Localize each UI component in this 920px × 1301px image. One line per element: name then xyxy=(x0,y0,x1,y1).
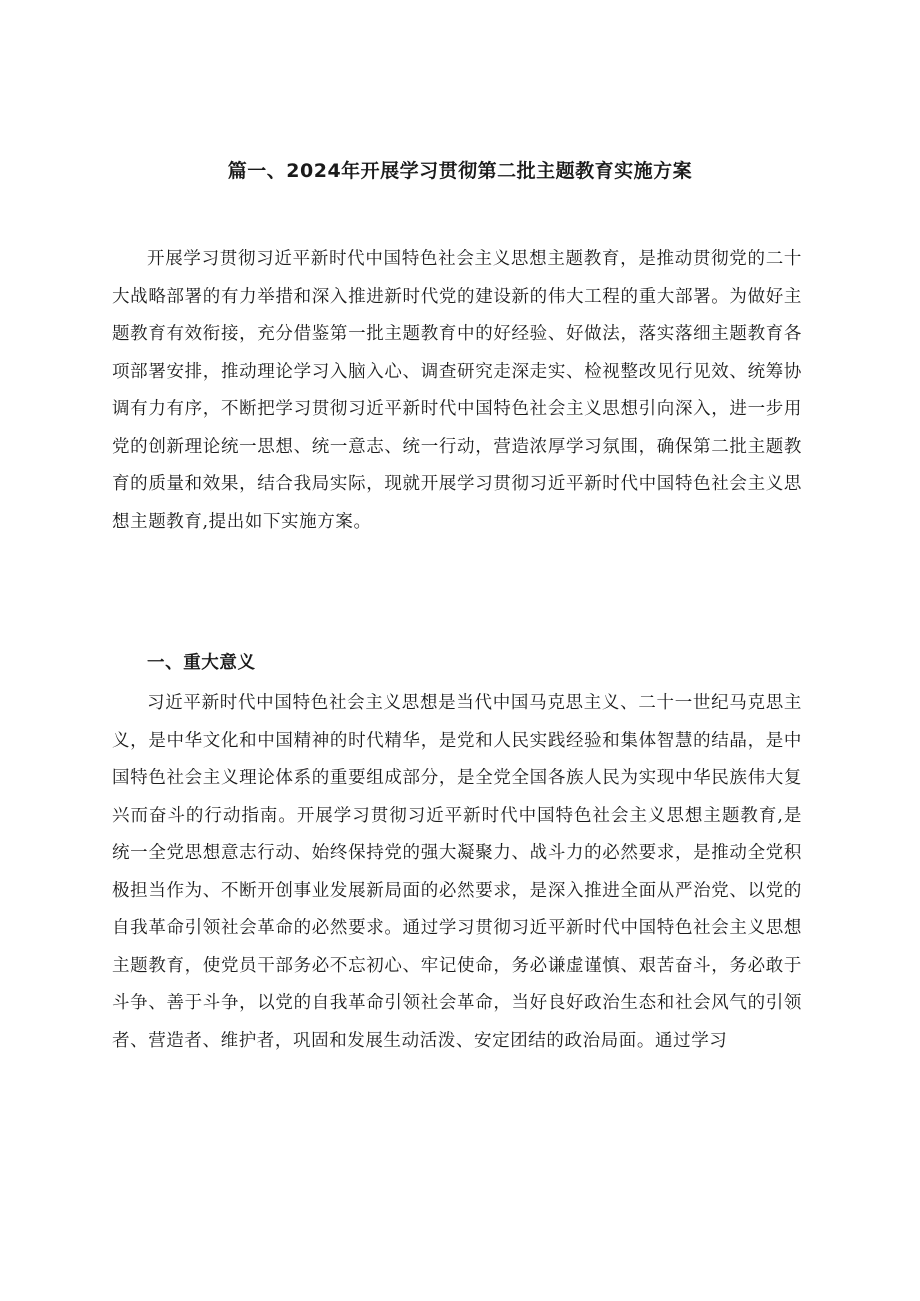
section-heading-significance: 一、重大意义 xyxy=(147,653,256,673)
intro-paragraph: 开展学习贯彻习近平新时代中国特色社会主义思想主题教育，是推动贯彻党的二十大战略部署的有力举措和深入推进新时代党的建设新的伟大工程的重大部署。为做好主题教育有效衔接，充分借鉴第一批主题教育中的好经验、好做法，落实落细主题教育各项部署安排，推动理论学习入脑入心、调查研究走深走实、检视整改见行见效、统筹协调有力有序，不断把学习贯彻习近平新时代中国特色社会主义思想引向深入，进一步用党的创新理论统一思想、统一意志、统一行动，营造浓厚学习氛围，确保第二批主题教育的质量和效果，结合我局实际，现就开展学习贯彻习近平新时代中国特色社会主义思想主题教育,提出如下实施方案。 xyxy=(112,249,802,532)
document-title: 篇一、2024年开展学习贯彻第二批主题教育实施方案 xyxy=(227,160,693,182)
significance-paragraph: 习近平新时代中国特色社会主义思想是当代中国马克思主义、二十一世纪马克思主义，是中华文化和中国精神的时代精华，是党和人民实践经验和集体智慧的结晶，是中国特色社会主义理论体系的重要组成部分，是全党全国各族人民为实现中华民族伟大复兴而奋斗的行动指南。开展学习贯彻习近平新时代中国特色社会主义思想主题教育,是统一全党思想意志行动、始终保持党的强大凝聚力、战斗力的必然要求，是推动全党积极担当作为、不断开创事业发展新局面的必然要求，是深入推进全面从严治党、以党的自我革命引领社会革命的必然要求。通过学习贯彻习近平新时代中国特色社会主义思想主题教育，使党员干部务必不忘初心、牢记使命，务必谦虚谨慎、艰苦奋斗，务必敢于斗争、善于斗争，以党的自我革命引领社会革命，当好良好政治生态和社会风气的引领者、营造者、维护者，巩固和发展生动活泼、安定团结的政治局面。通过学习 xyxy=(112,693,802,1051)
